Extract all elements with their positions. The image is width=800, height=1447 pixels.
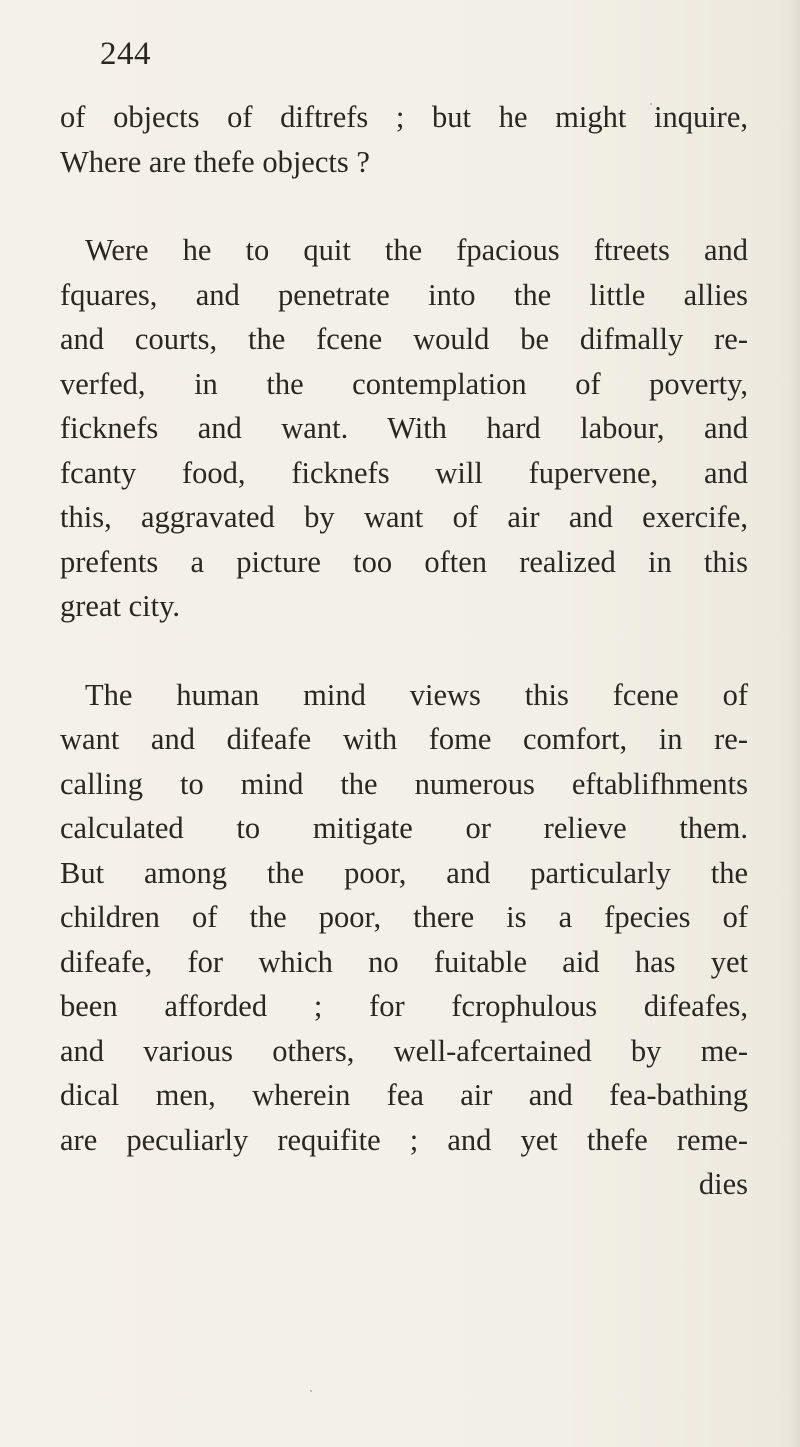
text-line: Where are thefe objects ? — [60, 144, 370, 179]
text-line: verfed, in the contemplation of poverty, — [60, 366, 748, 401]
text-line: fcanty food, ficknefs will fupervene, and — [60, 455, 748, 490]
text-line: prefents a picture too often realized in this — [60, 544, 748, 579]
text-line: of objects of diftrefs ; but he might inquire, — [60, 100, 748, 134]
text-line: The human mind views this fcene of — [85, 677, 748, 712]
text-line: calculated to mitigate or relieve them. — [60, 811, 748, 845]
paper-speck — [650, 103, 652, 105]
text-line: and courts, the fcene would be difmally re- — [60, 322, 748, 356]
text-line: children of the poor, there is a fpecies of — [60, 900, 748, 934]
text-line: are peculiarly requifite ; and yet thefe reme- — [60, 1122, 748, 1157]
text-line: want and difeafe with fome comfort, in re- — [60, 722, 748, 756]
text-line: this, aggravated by want of air and exercife, — [60, 500, 748, 534]
catchword: dies — [698, 1167, 748, 1201]
paragraph-gap — [60, 184, 748, 228]
text-line: Were he to quit the fpacious ftreets and — [85, 233, 748, 267]
paper-speck — [422, 690, 424, 692]
text-line: But among the poor, and particularly the — [60, 855, 748, 890]
paragraph-gap — [60, 629, 748, 673]
text-line: and various others, well-afcertained by me- — [60, 1033, 748, 1068]
paper-speck — [310, 1390, 312, 1392]
page-number: 244 — [100, 36, 151, 72]
text-line: ficknefs and want. With hard labour, and — [60, 411, 748, 445]
text-line: fquares, and penetrate into the little allies — [60, 277, 748, 312]
text-line: been afforded ; for fcrophulous difeafes, — [60, 989, 748, 1023]
text-line: difeafe, for which no fuitable aid has yet — [60, 944, 748, 979]
text-line: great city. — [60, 589, 180, 623]
text-line: calling to mind the numerous eftablifhments — [60, 766, 748, 801]
text-line: dical men, wherein fea air and fea-bathing — [60, 1078, 748, 1112]
body-text — [60, 95, 748, 1207]
page-edge-shadow — [786, 0, 800, 1447]
